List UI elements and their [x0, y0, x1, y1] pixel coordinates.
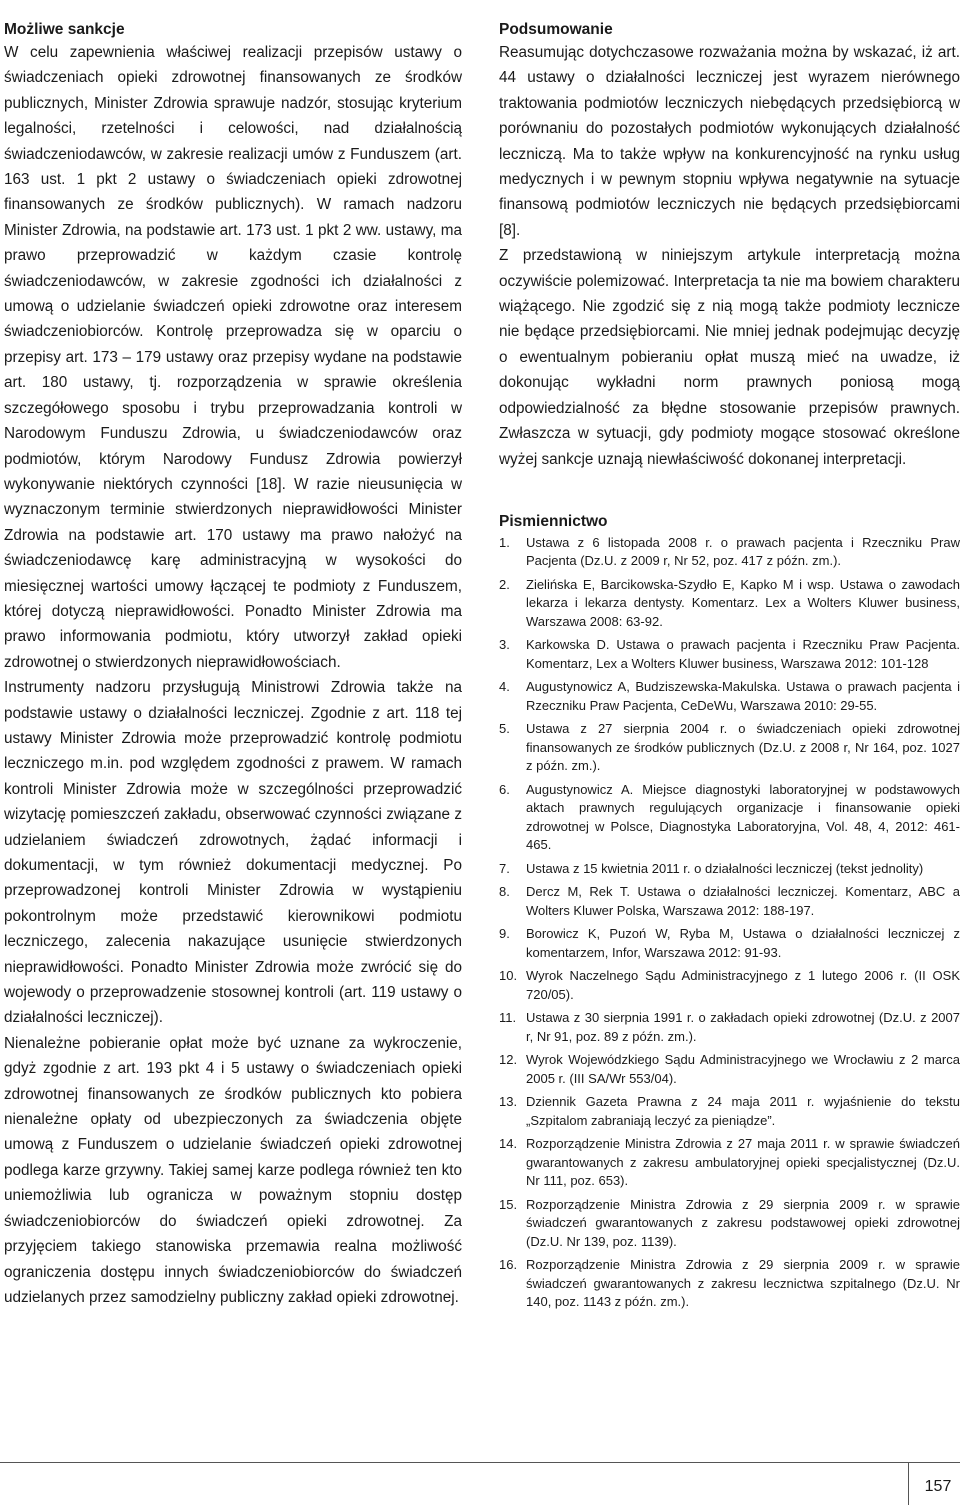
reference-text: Ustawa z 30 sierpnia 1991 r. o zakładach opieki zdrowotnej (Dz.U. z 2007 r, Nr 91, poz. 89 z późn. zm.). — [526, 1010, 960, 1044]
reference-text: Augustynowicz A, Budziszewska-Makulska. Ustawa o prawach pacjenta i Rzeczniku Praw Pacjenta, CeDeWu, Warszawa 2010: 29-55. — [526, 679, 960, 713]
reference-number: 4. — [499, 679, 510, 695]
reference-text: Rozporządzenie Ministra Zdrowia z 29 sierpnia 2009 r. w sprawie świadczeń gwarantowanych z zakresu podstawowej opieki zdrowotnej (Dz.U. Nr 139, poz. 1139). — [526, 1196, 960, 1249]
reference-number: 8. — [499, 884, 510, 900]
reference-text: Dercz M, Rek T. Ustawa o działalności leczniczej. Komentarz, ABC a Wolters Kluwer Polska, Warszawa 2012: 188-197. — [526, 884, 960, 918]
reference-number: 6. — [499, 781, 510, 797]
reference-item — [499, 534, 960, 571]
reference-number: 13. — [499, 1094, 518, 1110]
paragraph: Reasumując dotychczasowe rozważania można by wskazać, iż art. 44 ustawy o działalności leczniczej jest wyrazem nierównego traktowania podmiotów leczniczych niebędących przedsiębiorcą w porównaniu do pozostałych podmiotów wykonujących działalność leczniczą. Ma to także wpływ na konkurencyjność na rynku usług medycznych i w pewnym stopniu wpływa negatywnie na sytuacje finansową podmiotów leczniczych nie będących przedsiębiorcami [8]. — [499, 44, 960, 239]
reference-number: 2. — [499, 576, 510, 592]
reference-number: 10. — [499, 968, 518, 984]
reference-number: 7. — [499, 860, 510, 876]
reference-number: 15. — [499, 1196, 518, 1212]
reference-number: 9. — [499, 926, 510, 942]
reference-item — [499, 1093, 960, 1130]
paragraph: Z przedstawioną w niniejszym artykule interpretacją można oczywiście polemizować. Interpretacja ta nie ma bowiem charakteru wiążącego. Nie zgodzić się z nią mogą także podmioty lecznicze nie będące przedsiębiorcami. Nie mniej jednak podejmując decyzję o ewentualnym pobieraniu opłat muszą mieć na uwadze, iż dokonując wykładni norm prawnych poniosą mogą odpowiedzialność za błędne stosowanie przepisów prawnych. Zwłaszcza w sytuacji, gdy podmioty mogące stosować określone wyżej sankcje uznają niewłaściwość dokonanej interpretacji. — [499, 247, 960, 468]
reference-text: Rozporządzenie Ministra Zdrowia z 27 maja 2011 r. w sprawie świadczeń gwarantowanych z zakresu ambulatoryjnej opieki specjalistycznej (Dz.U. Nr 111, poz. 653). — [526, 1136, 960, 1189]
page-number: 157 — [924, 1478, 952, 1495]
reference-number: 11. — [499, 1010, 517, 1026]
reference-text: Zielińska E, Barcikowska-Szydło E, Kapko M i wsp. Ustawa o zawodach lekarza i lekarza dentysty. Komentarz. Lex a Wolters Kluwer business, Warszawa 2008: 63-92. — [526, 576, 960, 629]
reference-item — [499, 720, 960, 776]
paragraph: Instrumenty nadzoru przysługują Ministrowi Zdrowia także na podstawie ustawy o działalności leczniczej. Zgodnie z art. 118 tej ustawy Minister Zdrowia może przeprowadzić kontrolę podmiotu leczniczego m.in. pod względem zgodności z prawem. W ramach kontroli Minister Zdrowia może w szczególności przeprowadzić wizytację pomieszczeń zakładu, obserwować czynności związane z udzielaniem świadczeń zdrowotnych, żądać informacji i dokumentacji, w tym również dokumentacji medycznej. Po przeprowadzonej kontroli Minister Zdrowia w wystąpieniu pokontrolnym może przedstawić kierownikowi podmiotu leczniczego, zalecenia nakazujące usunięcie stwierdzonych nieprawidłowości. Ponadto Minister Zdrowia może zwrócić się do wojewody o przeprowadzenie stosownej kontroli (art. 119 ustawy o działalności leczniczej). — [4, 679, 462, 1027]
reference-number: 1. — [499, 534, 510, 550]
page-number-divider — [908, 1462, 909, 1505]
reference-item — [499, 781, 960, 855]
reference-item — [499, 678, 960, 715]
reference-item — [499, 883, 960, 920]
reference-text: Wyrok Wojewódzkiego Sądu Administracyjnego we Wrocławiu z 2 marca 2005 r. (III SA/Wr 553/04). — [526, 1052, 960, 1086]
reference-text: Ustawa z 15 kwietnia 2011 r. o działalności leczniczej (tekst jednolity) — [526, 860, 924, 876]
reference-number: 14. — [499, 1136, 518, 1152]
footer-rule — [0, 1462, 960, 1463]
reference-number: 5. — [499, 721, 510, 737]
reference-text: Augustynowicz A. Miejsce diagnostyki laboratoryjnej w podstawowych aktach prawnych regulujących organizacje i finansowanie opieki zdrowotnej w Polsce, Diagnostyka Laboratoryjna, Vol. 48, 4, 2012: 461-465. — [526, 781, 960, 853]
paragraph: W celu zapewnienia właściwej realizacji przepisów ustawy o świadczeniach opieki zdrowotnej finansowanych ze środków publicznych, Minister Zdrowia sprawuje nadzór, stosując kryterium legalności, rzetelności i celowości, nad działalnością świadczeniodawców, w zakresie realizacji umów z Funduszem (art. 163 ust. 1 pkt 2 ustawy o świadczeniach opieki zdrowotnej finansowanych ze środków publicznych). W ramach nadzoru Minister Zdrowia, na podstawie art. 173 ust. 1 pkt 2 ww. ustawy, ma prawo przeprowadzić w każdym czasie kontrolę świadczeniodawców, w zakresie zgodności ich działalności z umową o udzielanie świadczeń opieki zdrowotne oraz interesem świadczeniobiorców. Kontrolę przeprowadza się w oparciu o przepisy art. 173 – 179 ustawy oraz przepisy wydane na podstawie art. 180 ustawy, tj. rozporządzenia w sprawie określenia szczegółowego sposobu i trybu przeprowadzania kontroli w Narodowym Funduszu Zdrowia, u świadczeniodawców oraz podmiotów, którym Narodowy Fundusz Zdrowia powierzył wykonywanie niektórych czynności [18]. W razie nieusunięcia w wyznaczonym terminie stwierdzonych nieprawidłowości Minister Zdrowia na podstawie art. 170 ustawy ma prawo nałożyć na świadczeniodawcę karę administracyjną w wysokości do miesięcznej wartości umowy łączącej te podmioty z Funduszem, której dotyczą nieprawidłowości. Ponadto Minister Zdrowia ma prawo informowania podmiotu, który utworzył zakład opieki zdrowotnej o stwierdzonych nieprawidłowościach. — [4, 44, 462, 671]
reference-text: Ustawa z 6 listopada 2008 r. o prawach pacjenta i Rzeczniku Praw Pacjenta (Dz.U. z 2009 r, Nr 52, poz. 417 z późn. zm.). — [526, 534, 960, 569]
reference-text: Ustawa z 27 sierpnia 2004 r. o świadczeniach opieki zdrowotnej finansowanych ze środków publicznych (Dz.U. z 2008 r, Nr 164, poz. 1027 z późn. zm.). — [526, 721, 960, 774]
section-body-sanctions — [4, 40, 462, 1310]
reference-item — [499, 636, 960, 673]
reference-item — [499, 1009, 960, 1046]
reference-text: Dziennik Gazeta Prawna z 24 maja 2011 r. wyjaśnienie do tekstu „Szpitalom zabraniają leczyć za pieniądze”. — [526, 1094, 960, 1128]
reference-item — [499, 1196, 960, 1252]
reference-number: 16. — [499, 1257, 518, 1273]
reference-item — [499, 1135, 960, 1191]
reference-item — [499, 1051, 960, 1088]
right-column — [499, 20, 960, 1317]
reference-text: Borowicz K, Puzoń W, Ryba M, Ustawa o działalności leczniczej z komentarzem, Infor, Warszawa 2012: 91-93. — [526, 926, 960, 960]
section-heading-sanctions: Możliwe sankcje — [4, 21, 125, 38]
reference-text: Rozporządzenie Ministra Zdrowia z 29 sierpnia 2009 r. w sprawie świadczeń gwarantowanych z zakresu lecznictwa szpitalnego (Dz.U. Nr 140, poz. 1143 z późn. zm.). — [526, 1257, 960, 1310]
references-heading: Pismiennictwo — [499, 512, 608, 530]
reference-number: 12. — [499, 1052, 518, 1068]
left-column — [4, 20, 462, 1310]
reference-item — [499, 860, 960, 879]
section-heading-summary: Podsumowanie — [499, 21, 613, 38]
section-body-summary — [499, 40, 960, 472]
paragraph: Nienależne pobieranie opłat może być uznane za wykroczenie, gdyż zgodnie z art. 193 pkt 4 i 5 ustawy o świadczeniach opieki zdrowotnej finansowanych ze środków publicznych kto pobiera nienależne opłaty od ubezpieczonych za świadczenia objęte umową z Funduszem o udzielanie świadczeń opieki zdrowotnej podlega karze grzywny. Takiej samej karze podlega również ten kto uniemożliwia lub ogranicza w poważnym stopniu dostęp świadczeniobiorców do świadczeń opieki zdrowotnej. Za przyjęciem takiego stanowiska przemawia realna możliwość ograniczenia dostępu innych świadczeniobiorców do świadczeń udzielanych przez samodzielny publiczny zakład opieki zdrowotnej. — [4, 1034, 462, 1306]
references-list — [499, 534, 960, 1312]
reference-text: Wyrok Naczelnego Sądu Administracyjnego z 1 lutego 2006 r. (II OSK 720/05). — [526, 968, 960, 1002]
reference-item — [499, 576, 960, 632]
reference-text: Karkowska D. Ustawa o prawach pacjenta i Rzeczniku Praw Pacjenta. Komentarz, Lex a Wolters Kluwer business, Warszawa 2012: 101-128 — [526, 637, 960, 671]
reference-item — [499, 1256, 960, 1312]
reference-item — [499, 925, 960, 962]
reference-item — [499, 967, 960, 1004]
reference-number: 3. — [499, 637, 510, 653]
